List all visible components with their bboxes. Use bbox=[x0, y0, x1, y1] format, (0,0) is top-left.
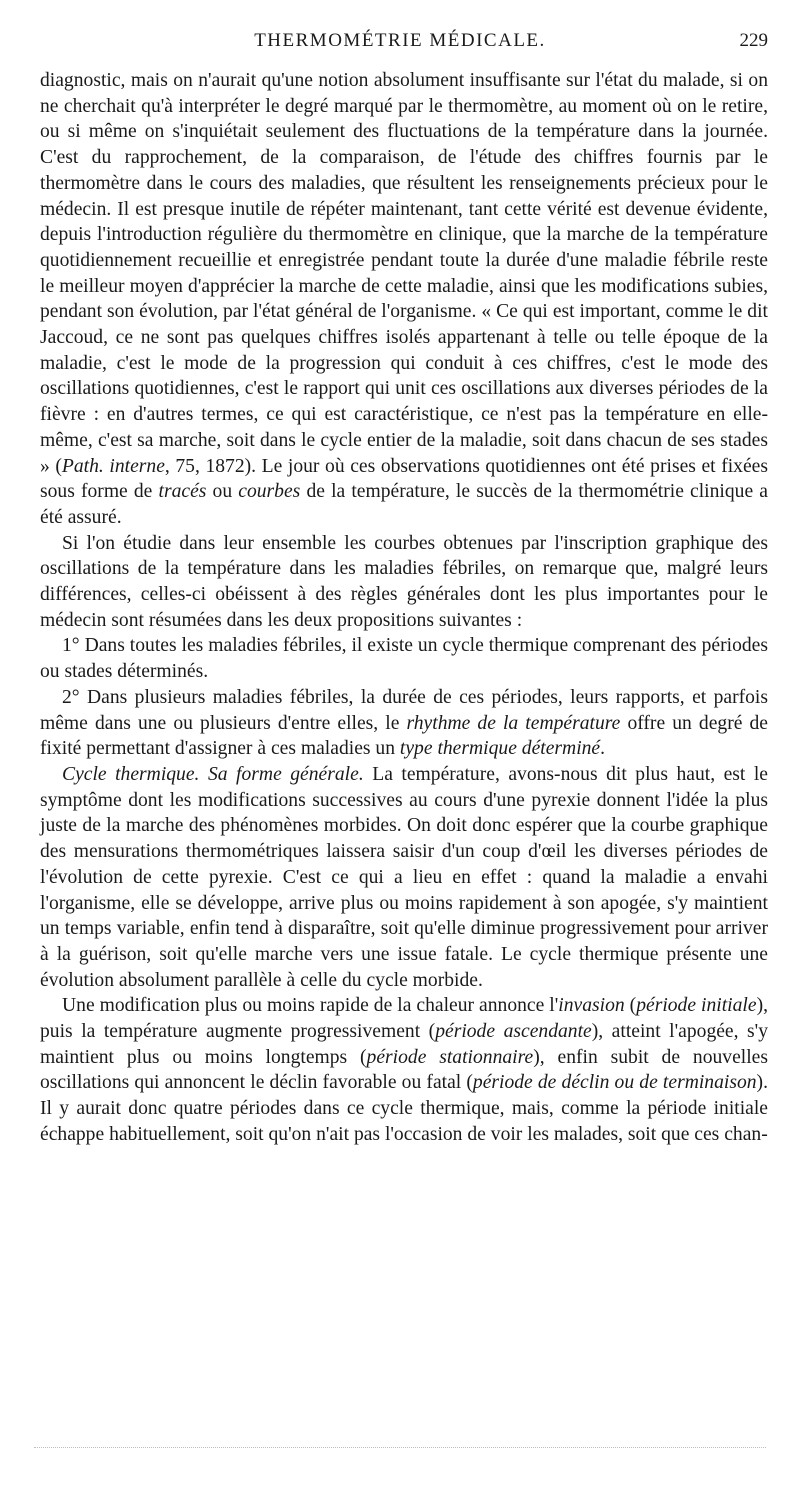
text-run: 1° Dans toutes les maladies fébriles, il existe un cycle thermique comprenant des périodes ou stades déterminés. bbox=[40, 635, 768, 683]
text-run: diagnostic, mais on n'aurait qu'une notion absolument insuffisante sur l'état du malade, si on ne cherchait qu'à interpréter le degré marqué par le thermomètre, au moment où on le retire, ou si même on s'inquiétait seulement des fluctuations de la température dans la journée. C'est du rapprochement, de la comparaison, de l'étude des chiffres fournis par le thermomètre dans le cours des maladies, que résultent les renseignements précieux pour le médecin. Il est presque inutile de répéter maintenant, tant cette vérité est devenue évidente, depuis l'introduction régulière du thermomètre en clinique, que la marche de la température quotidiennement recueillie et enregistrée pendant toute la durée d'une maladie fébrile reste le meilleur moyen d'apprécier la marche de cette maladie, ainsi que les modifications subies, pendant son évolution, par l'état général de l'organisme. « Ce qui est important, comme le dit Jaccoud, ce ne sont pas quelques chiffres isolés appartenant à telle ou telle époque de la maladie, c'est le mode de la progression qui conduit à ces chiffres, c'est le mode des oscillations quotidiennes, c'est le rapport qui unit ces oscillations aux diverses périodes de la fièvre : en d'autres termes, ce qui est caractéristique, ce n'est pas la température en elle-même, c'est sa marche, soit dans le cycle entier de la maladie, soit dans chacun de ses stades » ( bbox=[40, 70, 768, 477]
italic-text: type thermique déterminé bbox=[399, 738, 601, 760]
italic-text: période initiale bbox=[636, 995, 757, 1017]
text-run: La température, avons-nous dit plus haut, est le symptôme dont les modifications successives au cours d'une pyrexie donnent l'idée la plus juste de la marche des phénomènes morbides. On doit donc espérer que la courbe graphique des mensurations thermométriques laissera saisir d'un coup d'œil les diverses périodes de l'évolution de cette pyrexie. C'est ce qui a lieu en effet : quand la maladie a envahi l'organisme, elle se développe, arrive plus ou moins rapidement à son apogée, s'y maintient un temps variable, enfin tend à disparaître, soit qu'elle diminue progressivement pour arriver à la guérison, soit qu'elle marche vers une issue fatale. Le cycle thermique présente une évolution absolument parallèle à celle du cycle morbide. bbox=[40, 763, 769, 991]
italic-text: tracés bbox=[158, 481, 207, 503]
page-bottom-rule bbox=[34, 1447, 766, 1448]
text-run: ou bbox=[206, 481, 239, 503]
paragraph bbox=[40, 633, 768, 684]
paragraph bbox=[40, 685, 768, 762]
italic-text: période de déclin ou de terminaison bbox=[472, 1072, 757, 1094]
running-title: THERMOMÉTRIE MÉDICALE. bbox=[254, 30, 546, 51]
text-run: 2° Dans plusieurs maladies fébriles, la durée de ces périodes, leurs rapports, et parfois même dans une ou plusieurs d'entre elles, le bbox=[40, 686, 768, 734]
page-number: 229 bbox=[739, 30, 768, 51]
page-header bbox=[30, 30, 770, 58]
text-run: , 75, 1872). Le jour où ces observations quotidiennes ont été prises et fixées sous forme de bbox=[40, 455, 768, 503]
text-run: Une modification plus ou moins rapide de la chaleur annonce l' bbox=[62, 995, 559, 1017]
text-run: Si l'on étudie dans leur ensemble les courbes obtenues par l'inscription graphique des oscillations de la température dans les maladies fébriles, on remarque que, malgré leurs différences, celles-ci obéissent à des règles générales dont les plus importantes pour le médecin sont résumées dans les deux propositions suivantes : bbox=[40, 532, 768, 631]
italic-text: courbes bbox=[238, 481, 301, 503]
italic-text: période stationnaire bbox=[366, 1046, 534, 1068]
text-run: . bbox=[600, 738, 606, 760]
paragraph bbox=[40, 68, 768, 531]
text-run: ), puis la température augmente progressivement ( bbox=[40, 995, 768, 1043]
italic-text: rhythme de la température bbox=[406, 712, 621, 734]
italic-text: Path. interne bbox=[61, 455, 165, 477]
text-run: ), atteint l'apogée, s'y maintient plus ou moins longtemps ( bbox=[40, 1021, 769, 1068]
text-run: de la température, le succès de la thermométrie clinique a été assuré. bbox=[40, 481, 768, 528]
text-run: ), enfin subit de nouvelles oscillations qui annoncent le déclin favorable ou fatal ( bbox=[40, 1046, 768, 1094]
paragraph bbox=[40, 993, 768, 1147]
italic-text: Cycle thermique. Sa forme générale. bbox=[62, 763, 364, 785]
italic-text: période ascendante bbox=[435, 1021, 592, 1043]
paragraph bbox=[40, 531, 768, 634]
text-run: ). Il y aurait donc quatre périodes dans ce cycle thermique, mais, comme la période initiale échappe habituellement, soit qu'on n'ait pas l'occasion de voir les malades, soit que ces chan- bbox=[40, 1072, 768, 1145]
italic-text: invasion bbox=[558, 995, 625, 1017]
body-text bbox=[40, 68, 768, 1148]
text-run: ( bbox=[624, 995, 637, 1017]
paragraph bbox=[40, 762, 768, 993]
text-run: offre un degré de fixité permettant d'assigner à ces maladies un bbox=[40, 712, 768, 760]
